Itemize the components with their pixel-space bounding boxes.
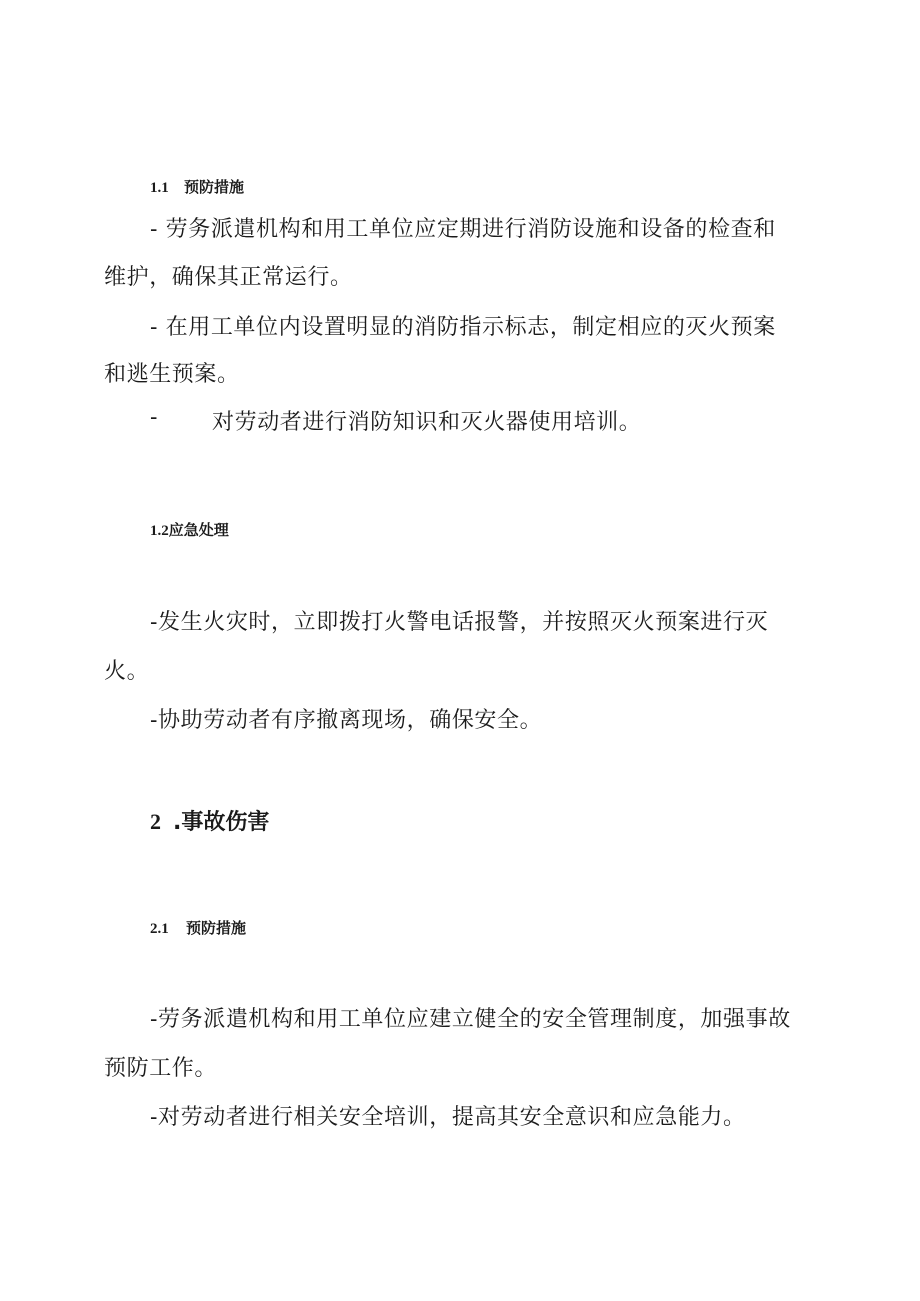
section-1-1-heading — [150, 176, 244, 197]
section-title: 应急处理 — [168, 521, 229, 539]
section-title: .事故伤害 — [173, 810, 270, 835]
section-number: 1.2 — [150, 523, 169, 539]
list-bullet: - — [150, 405, 159, 430]
paragraph-line: -对劳动者进行相关安全培训，提高其安全意识和应急能力。 — [150, 1105, 746, 1130]
section-title: 预防措施 — [186, 919, 247, 937]
section-number: 2.1 — [150, 921, 169, 937]
section-number: 2 — [150, 809, 161, 834]
paragraph-line: 预防工作。 — [104, 1056, 218, 1081]
paragraph-line: -协助劳动者有序撤离现场，确保安全。 — [150, 708, 543, 733]
paragraph-line: -发生火灾时，立即拨打火警电话报警，并按照灭火预案进行灭 — [150, 610, 769, 635]
paragraph-line: 对劳动者进行消防知识和灭火器使用培训。 — [212, 410, 642, 435]
section-2-1-heading — [150, 917, 246, 938]
section-2-heading — [150, 805, 269, 836]
paragraph-line: 火。 — [104, 659, 150, 684]
section-1-2-heading — [150, 519, 229, 540]
section-title: 预防措施 — [184, 178, 245, 196]
paragraph-line: 维护，确保其正常运行。 — [104, 265, 353, 290]
paragraph-line: - 劳务派遣机构和用工单位应定期进行消防设施和设备的检查和 — [150, 217, 776, 242]
paragraph-line: - 在用工单位内设置明显的消防指示标志，制定相应的灭火预案 — [150, 315, 776, 340]
section-number: 1.1 — [150, 180, 169, 196]
paragraph-line: -劳务派遣机构和用工单位应建立健全的安全管理制度，加强事故 — [150, 1007, 791, 1032]
paragraph-line: 和逃生预案。 — [104, 362, 240, 387]
